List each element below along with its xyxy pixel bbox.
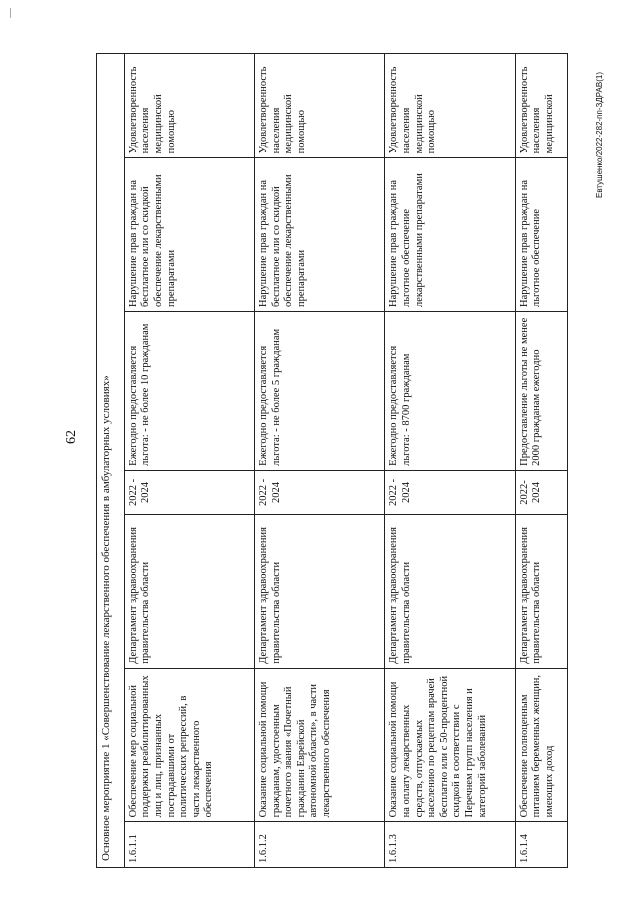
indicator: Ежегодно предоставляется льгота: - 8700 гражданам xyxy=(385,311,515,470)
indicator: Предоставление льготы не менее 2000 гражданам ежегодно xyxy=(515,311,567,470)
result: Удовлетворенность населения медицинской помощью xyxy=(255,54,385,158)
measure-name: Оказание социальной помощи на оплату лекарственных средств, отпускаемых населению по рецептам врачей бесплатно или с 50-процентной скидкой в соответствии с Перечнем групп населения и категорий заболеваний xyxy=(385,668,515,822)
executor: Департамент здравоохранения правительства области xyxy=(255,515,385,669)
period: 2022 - 2024 xyxy=(255,470,385,514)
risk: Нарушение прав граждан на льготное обеспечение лекарственными препаратами xyxy=(385,158,515,312)
table-section-header-row xyxy=(97,54,125,868)
risk: Нарушение прав граждан на льготное обеспечение xyxy=(515,158,567,312)
table-row xyxy=(124,54,254,868)
result: Удовлетворенность населения медицинской xyxy=(515,54,567,158)
result: Удовлетворенность населения медицинской помощью xyxy=(124,54,254,158)
period: 2022 - 2024 xyxy=(124,470,254,514)
row-number: 1.6.1.1 xyxy=(124,822,254,868)
measure-name: Обеспечение полноценным питанием беременных женщин, имеющих доход xyxy=(515,668,567,822)
period: 2022 - 2024 xyxy=(385,470,515,514)
result: Удовлетворенность населения медицинской помощью xyxy=(385,54,515,158)
row-number: 1.6.1.4 xyxy=(515,822,567,868)
indicator: Ежегодно предоставляется льгота: - не более 10 гражданам xyxy=(124,311,254,470)
document-code: Евтушенко/2022-282-пп-ЗДРАВ(1) xyxy=(595,71,604,198)
row-number: 1.6.1.2 xyxy=(255,822,385,868)
section-header: Основное мероприятие 1 «Совершенствование лекарственного обеспечения в амбулаторных условиях» xyxy=(97,54,125,868)
period: 2022- 2024 xyxy=(515,470,567,514)
executor: Департамент здравоохранения правительства области xyxy=(124,515,254,669)
risk: Нарушение прав граждан на бесплатное или со скидкой обеспечение лекарственными препаратами xyxy=(124,158,254,312)
indicator: Ежегодно предоставляется льгота: - не более 5 гражданам xyxy=(255,311,385,470)
executor: Департамент здравоохранения правительства области xyxy=(385,515,515,669)
table-row xyxy=(515,54,567,868)
margin-tick xyxy=(10,8,11,18)
row-number: 1.6.1.3 xyxy=(385,822,515,868)
measures-table xyxy=(96,53,568,868)
table-row xyxy=(385,54,515,868)
executor: Департамент здравоохранения правительства области xyxy=(515,515,567,669)
risk: Нарушение прав граждан на бесплатное или со скидкой обеспечение лекарственными препаратами xyxy=(255,158,385,312)
page-number: 62 xyxy=(64,430,79,444)
table-row xyxy=(255,54,385,868)
measure-name: Оказание социальной помощи гражданам, удостоенным почетного звания «Почетный гражданин Еврейской автономной области», в части лекарственного обеспечения xyxy=(255,668,385,822)
measure-name: Обеспечение мер социальной поддержки реабилитированных лиц и лиц, признанных пострадавшими от политических репрессий, в части лекарственного обеспечения xyxy=(124,668,254,822)
measures-table-wrapper xyxy=(96,53,568,868)
